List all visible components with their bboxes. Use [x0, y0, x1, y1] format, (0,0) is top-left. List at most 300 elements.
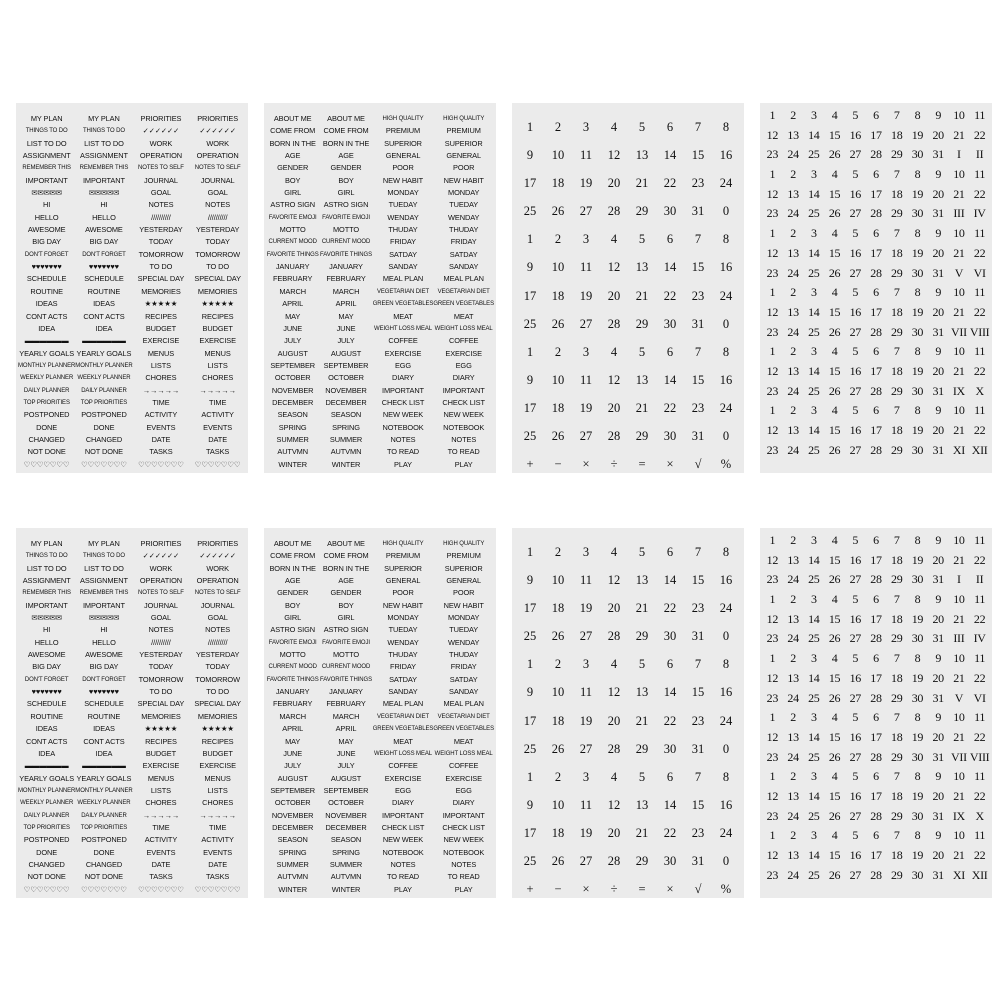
roman-numeral-sticker: V: [954, 690, 964, 705]
word-sticker: CURRENT MOOD: [268, 664, 317, 671]
sticker-column: [373, 538, 434, 896]
word-sticker: EVENTS: [203, 847, 233, 857]
word-sticker: JULY: [284, 761, 302, 771]
word-sticker: HELLO: [92, 637, 116, 647]
number-sticker: 1: [526, 344, 534, 359]
word-sticker: COFFEE: [448, 761, 479, 771]
word-sticker: DON'T FORGET: [82, 676, 126, 683]
number-sticker: 5: [638, 232, 646, 247]
number-sticker: 9: [526, 797, 534, 812]
number-sticker: 18: [891, 245, 903, 260]
number-sticker: 21: [635, 825, 649, 840]
number-sticker: 27: [849, 572, 861, 587]
word-sticker: ASTRO SIGN: [270, 200, 315, 210]
word-sticker: MEAT: [393, 736, 413, 746]
number-sticker: 31: [691, 854, 705, 869]
number-sticker: 24: [787, 749, 799, 764]
word-sticker: DIARY: [452, 798, 475, 808]
number-sticker: 13: [635, 260, 649, 275]
number-sticker: 10: [953, 167, 965, 182]
number-sticker: 3: [582, 120, 590, 134]
word-sticker: APRIL: [335, 724, 357, 734]
number-sticker: 14: [663, 797, 677, 812]
number-sticker: 6: [666, 120, 674, 134]
word-sticker: POOR: [392, 163, 414, 173]
word-sticker: ★★★★★: [201, 724, 234, 734]
word-sticker: EXERCISE: [384, 773, 422, 783]
word-sticker: DATE: [151, 434, 171, 444]
word-sticker: ABOUT ME: [327, 539, 365, 548]
word-sticker: ♡♡♡♡♡♡♡: [138, 459, 184, 469]
word-sticker: SPECIAL DAY: [194, 699, 241, 709]
word-sticker: NOTEBOOK: [443, 422, 485, 432]
symbol-sticker: %: [720, 457, 732, 472]
number-sticker: 26: [828, 265, 841, 280]
number-sticker: 1: [769, 533, 776, 547]
roman-numeral-sticker: I: [957, 572, 961, 587]
symbol-sticker: ÷: [610, 882, 618, 897]
word-sticker: TASKS: [206, 447, 230, 457]
word-sticker: FAVORITE THINGS: [266, 251, 319, 258]
number-sticker: 30: [911, 147, 924, 162]
word-sticker: SPRING: [332, 847, 360, 857]
number-sticker: 31: [691, 204, 705, 219]
number-sticker: 6: [873, 710, 879, 725]
number-sticker: 29: [891, 206, 903, 221]
number-sticker: 31: [932, 572, 944, 587]
word-sticker: SATDAY: [449, 249, 478, 259]
number-sticker: 17: [523, 288, 537, 303]
number-sticker: 18: [551, 176, 565, 191]
number-sticker: 11: [974, 533, 986, 547]
word-sticker: MARCH: [279, 286, 306, 296]
word-sticker: DAILY PLANNER: [81, 387, 127, 394]
number-sticker: 25: [523, 741, 537, 756]
number-sticker: 16: [719, 372, 733, 387]
word-sticker: HIGH QUALITY: [382, 116, 424, 122]
word-sticker: AGE: [285, 151, 301, 161]
word-sticker: EGG: [394, 785, 412, 795]
number-sticker: 25: [523, 316, 537, 331]
word-sticker: CONT ACTS: [26, 736, 68, 746]
number-sticker: 18: [891, 611, 903, 626]
word-sticker: ♥♥♥♥♥♥♥: [88, 262, 119, 272]
number-sticker: 30: [911, 265, 924, 280]
number-sticker: 5: [852, 592, 859, 607]
number-sticker: 28: [870, 206, 882, 221]
number-sticker: 20: [932, 611, 944, 626]
word-sticker: CHECK LIST: [381, 397, 425, 407]
word-sticker: BOY: [338, 600, 354, 610]
word-sticker: ACTIVITY: [144, 835, 178, 845]
number-sticker: 15: [828, 729, 841, 744]
symbol-sticker: √: [694, 882, 702, 897]
number-sticker: 12: [766, 304, 779, 319]
number-sticker: 2: [554, 232, 562, 247]
number-sticker: 21: [635, 713, 649, 728]
word-sticker: FAVORITE THINGS: [320, 676, 372, 683]
word-sticker: TOMORROW: [138, 674, 184, 684]
number-sticker: 5: [852, 651, 859, 666]
word-sticker: SCHEDULE: [84, 274, 124, 284]
word-sticker: TO DO: [206, 687, 230, 697]
number-sticker: 31: [691, 629, 705, 644]
word-sticker: CURRENT MOOD: [321, 664, 371, 671]
word-sticker: MY PLAN: [88, 114, 120, 123]
word-sticker: GENDER: [277, 163, 309, 173]
roman-numeral-sticker: II: [975, 572, 984, 587]
sticker-grid: [512, 113, 744, 473]
number-sticker: 23: [766, 572, 779, 587]
word-sticker: NOTES TO SELF: [194, 165, 241, 172]
number-sticker: 6: [666, 344, 674, 359]
number-sticker: 9: [935, 403, 942, 418]
word-sticker: SATDAY: [389, 249, 417, 259]
roman-numeral-sticker: IX: [952, 808, 965, 823]
number-sticker: 25: [808, 631, 820, 646]
number-sticker: 17: [870, 127, 882, 142]
number-sticker: 0: [722, 429, 730, 444]
number-sticker: 16: [849, 729, 861, 744]
word-sticker: HIGH QUALITY: [443, 541, 485, 547]
word-sticker: FRIDAY: [450, 237, 477, 247]
word-sticker: AUTVMN: [330, 872, 362, 882]
number-sticker: 30: [663, 204, 677, 219]
word-sticker: TO READ: [387, 872, 420, 882]
number-sticker: 23: [766, 442, 779, 457]
number-sticker: 27: [849, 867, 861, 882]
number-sticker: 7: [694, 344, 702, 359]
word-sticker: MENUS: [204, 348, 231, 358]
number-sticker: 22: [973, 848, 986, 862]
word-sticker: SEASON: [330, 410, 362, 420]
number-sticker: 27: [579, 629, 593, 644]
number-sticker: 12: [766, 729, 779, 744]
number-sticker: 1: [526, 120, 534, 134]
number-sticker: 24: [787, 808, 799, 823]
word-sticker: TO DO: [206, 262, 230, 272]
sticker-column: [133, 538, 190, 896]
word-sticker: TOMORROW: [195, 674, 240, 684]
number-sticker: 28: [870, 690, 882, 705]
word-sticker: YEARLY GOALS: [76, 773, 132, 783]
number-sticker: 3: [582, 344, 590, 359]
word-sticker: GENERAL: [446, 576, 481, 586]
number-sticker: 13: [787, 552, 799, 567]
number-sticker: 17: [870, 729, 882, 744]
word-sticker: WEIGHT LOSS MEAL: [434, 325, 493, 332]
word-sticker: BUDGET: [145, 323, 177, 333]
sticker-sheet-about-me-words: [264, 528, 496, 898]
sticker-grid: [16, 113, 248, 471]
sticker-sheet-date-numbers: [512, 528, 744, 898]
word-sticker: WEIGHT LOSS MEAL: [374, 750, 432, 757]
word-sticker: HIGH QUALITY: [382, 541, 424, 547]
word-sticker: NOTES TO SELF: [138, 165, 184, 172]
number-sticker: 21: [953, 848, 965, 862]
number-sticker: 3: [582, 545, 590, 559]
number-sticker: 5: [852, 344, 859, 359]
word-sticker: DONE: [36, 422, 58, 432]
number-sticker: 4: [610, 657, 618, 672]
number-sticker: 1: [769, 403, 776, 418]
word-sticker: WORK: [149, 138, 173, 148]
number-sticker: 19: [579, 176, 593, 191]
word-sticker: EGG: [455, 785, 472, 795]
number-sticker: 28: [870, 265, 882, 280]
number-sticker: 16: [849, 423, 861, 437]
word-sticker: SEPTEMBER: [323, 360, 369, 370]
number-sticker: 27: [579, 316, 593, 331]
word-sticker: PLAY: [454, 884, 473, 894]
number-sticker: 18: [891, 363, 903, 378]
word-sticker: MONTHLY PLANNER: [18, 362, 76, 369]
symbol-sticker: ÷: [610, 457, 618, 472]
word-sticker: ✉✉✉✉✉: [88, 188, 120, 198]
word-sticker: POSTPONED: [81, 835, 127, 845]
number-sticker: 30: [911, 867, 924, 882]
word-sticker: MONDAY: [448, 188, 480, 198]
number-sticker: 30: [663, 316, 677, 331]
number-sticker: 6: [873, 226, 879, 241]
word-sticker: TASKS: [149, 872, 173, 882]
number-sticker: 24: [719, 601, 733, 616]
number-sticker: 20: [607, 288, 621, 303]
number-sticker: 16: [719, 685, 733, 700]
word-sticker: GOAL: [207, 613, 228, 623]
number-sticker: 27: [849, 383, 861, 398]
word-sticker: GENERAL: [446, 151, 481, 161]
word-sticker: ACTIVITY: [201, 835, 234, 845]
number-sticker: 1: [769, 285, 776, 300]
number-sticker: 9: [935, 226, 942, 241]
number-sticker: 22: [663, 601, 677, 616]
word-sticker: TIME: [152, 397, 170, 407]
number-sticker: 11: [579, 372, 593, 387]
word-sticker: MOTTO: [279, 650, 306, 660]
number-sticker: 4: [831, 226, 838, 241]
number-sticker: 7: [893, 592, 900, 607]
number-sticker: 8: [914, 769, 921, 784]
word-sticker: BORN IN THE: [322, 563, 370, 573]
number-sticker: 7: [893, 344, 900, 359]
number-sticker: 19: [911, 245, 924, 260]
number-sticker: 26: [551, 204, 565, 219]
number-sticker: 28: [607, 629, 621, 644]
number-sticker: 5: [852, 285, 859, 300]
number-sticker: 10: [551, 372, 565, 387]
number-sticker: 23: [766, 324, 779, 339]
number-sticker: 2: [790, 533, 796, 547]
number-sticker: 31: [932, 383, 944, 398]
word-sticker: ROUTINE: [30, 286, 63, 296]
word-sticker: YEARLY GOALS: [19, 348, 75, 358]
number-sticker: 21: [635, 601, 649, 616]
word-sticker: SANDAY: [449, 687, 479, 697]
word-sticker: ▬▬▬▬▬▬: [82, 336, 126, 346]
word-sticker: DIARY: [392, 373, 414, 383]
number-sticker: 4: [610, 769, 618, 784]
sticker-sheet-planner-words: [16, 528, 248, 898]
word-sticker: TODAY: [148, 237, 174, 247]
word-sticker: IDEA: [38, 323, 56, 333]
number-sticker: 16: [849, 127, 861, 142]
word-sticker: ♡♡♡♡♡♡♡: [194, 459, 241, 469]
number-sticker: 23: [691, 713, 705, 728]
number-sticker: 22: [973, 127, 986, 142]
number-sticker: 1: [769, 710, 776, 725]
word-sticker: OCTOBER: [274, 373, 311, 383]
word-sticker: MEAT: [453, 736, 474, 746]
number-sticker: 16: [849, 363, 861, 378]
number-sticker: 31: [932, 442, 944, 457]
number-sticker: 5: [638, 657, 646, 672]
word-sticker: TASKS: [206, 872, 230, 882]
number-sticker: 24: [787, 867, 799, 882]
number-sticker: 10: [953, 710, 965, 725]
word-sticker: TO DO: [149, 262, 173, 272]
number-sticker: 30: [663, 741, 677, 756]
word-sticker: JANUARY: [329, 687, 363, 697]
word-sticker: JULY: [337, 761, 355, 771]
number-sticker: 7: [893, 769, 900, 784]
number-sticker: 20: [607, 601, 621, 616]
word-sticker: MENUS: [204, 773, 231, 783]
word-sticker: THUDAY: [449, 650, 479, 660]
number-sticker: 20: [607, 400, 621, 415]
word-sticker: IDEAS: [93, 299, 115, 309]
word-sticker: ASTRO SIGN: [323, 625, 369, 635]
word-sticker: SPECIAL DAY: [194, 274, 241, 284]
number-sticker: 29: [891, 749, 903, 764]
word-sticker: WEIGHT LOSS MEAL: [374, 325, 432, 332]
word-sticker: POSTPONED: [23, 410, 70, 420]
number-sticker: 18: [551, 400, 565, 415]
number-sticker: 9: [935, 167, 942, 182]
number-sticker: 24: [787, 324, 799, 339]
roman-numeral-sticker: VI: [973, 265, 986, 280]
word-sticker: BORN IN THE: [322, 138, 370, 148]
word-sticker: POSTPONED: [81, 410, 127, 420]
roman-numeral-sticker: VI: [973, 690, 986, 705]
word-sticker: ASSIGNMENT: [80, 151, 128, 161]
number-sticker: 1: [526, 545, 534, 559]
number-sticker: 6: [873, 533, 879, 547]
number-sticker: 2: [790, 403, 796, 418]
number-sticker: 31: [932, 808, 944, 823]
word-sticker: CHORES: [145, 373, 177, 383]
number-sticker: 4: [831, 710, 838, 725]
word-sticker: FAVORITE EMOJI: [322, 639, 370, 646]
number-sticker: 30: [911, 572, 924, 587]
word-sticker: NOT DONE: [84, 447, 123, 457]
number-sticker: 17: [523, 400, 537, 415]
word-sticker: SATDAY: [389, 674, 417, 684]
number-sticker: 28: [870, 324, 882, 339]
word-sticker: MOTTO: [279, 225, 306, 235]
number-sticker: 3: [810, 226, 817, 241]
number-sticker: 29: [891, 265, 903, 280]
word-sticker: FAVORITE EMOJI: [268, 214, 317, 221]
number-sticker: 13: [635, 148, 649, 163]
number-sticker: 29: [891, 631, 903, 646]
number-sticker: 29: [891, 867, 903, 882]
word-sticker: TODAY: [205, 237, 230, 247]
word-sticker: ACTIVITY: [201, 410, 234, 420]
symbol-sticker: %: [720, 882, 732, 897]
word-sticker: FAVORITE THINGS: [320, 251, 372, 258]
word-sticker: ♡♡♡♡♡♡♡: [23, 459, 70, 469]
number-sticker: 7: [893, 828, 900, 843]
number-sticker: 6: [666, 545, 674, 559]
word-sticker: DAILY PLANNER: [23, 812, 70, 819]
number-sticker: 21: [953, 127, 965, 142]
number-sticker: 21: [953, 245, 965, 260]
number-sticker: 26: [828, 324, 841, 339]
number-sticker: 14: [808, 611, 820, 626]
word-sticker: POOR: [452, 588, 475, 598]
number-sticker: 4: [831, 651, 838, 666]
roman-numeral-sticker: VIII: [969, 324, 990, 339]
number-sticker: 2: [790, 108, 796, 122]
word-sticker: EXERCISE: [445, 348, 482, 358]
number-sticker: 10: [953, 285, 965, 300]
number-sticker: 8: [722, 657, 730, 672]
word-sticker: SPECIAL DAY: [137, 274, 185, 284]
sticker-sheet-planner-words: [16, 103, 248, 473]
number-sticker: 20: [932, 186, 944, 201]
number-sticker: 23: [691, 288, 705, 303]
word-sticker: YESTERDAY: [139, 650, 183, 660]
number-sticker: 19: [579, 400, 593, 415]
roman-numeral-sticker: XII: [971, 442, 988, 457]
number-sticker: 8: [722, 769, 730, 784]
number-sticker: 1: [526, 232, 534, 247]
number-sticker: 2: [790, 592, 796, 607]
word-sticker: BORN IN THE: [269, 138, 316, 148]
sticker-column: [433, 113, 494, 471]
number-sticker: 21: [953, 552, 965, 567]
word-sticker: AUGUST: [277, 348, 308, 358]
number-sticker: 24: [719, 176, 733, 191]
word-sticker: LISTS: [207, 785, 228, 795]
number-sticker: 22: [973, 552, 986, 567]
number-sticker: 22: [663, 288, 677, 303]
word-sticker: ASTRO SIGN: [323, 200, 369, 210]
word-sticker: ▬▬▬▬▬▬: [24, 761, 69, 771]
word-sticker: CHECK LIST: [442, 397, 485, 407]
number-sticker: 24: [787, 572, 799, 587]
number-sticker: 5: [852, 533, 859, 547]
word-sticker: NOVEMBER: [271, 810, 314, 820]
word-sticker: NEW WEEK: [382, 410, 424, 420]
word-sticker: SUMMER: [329, 859, 363, 869]
number-sticker: 3: [810, 592, 817, 607]
roman-numeral-sticker: VII: [951, 324, 967, 339]
number-sticker: 29: [891, 808, 903, 823]
number-sticker: 7: [893, 710, 900, 725]
number-sticker: 6: [873, 285, 879, 300]
word-sticker: TUEDAY: [388, 625, 418, 635]
word-sticker: OPERATION: [196, 151, 239, 161]
word-sticker: AUTVMN: [277, 447, 308, 457]
word-sticker: MONTHLY PLANNER: [75, 787, 133, 794]
word-sticker: SPECIAL DAY: [137, 699, 185, 709]
number-sticker: 8: [914, 651, 921, 666]
number-sticker: 8: [722, 120, 730, 134]
number-sticker: 22: [973, 423, 986, 437]
number-sticker: 4: [610, 232, 618, 247]
